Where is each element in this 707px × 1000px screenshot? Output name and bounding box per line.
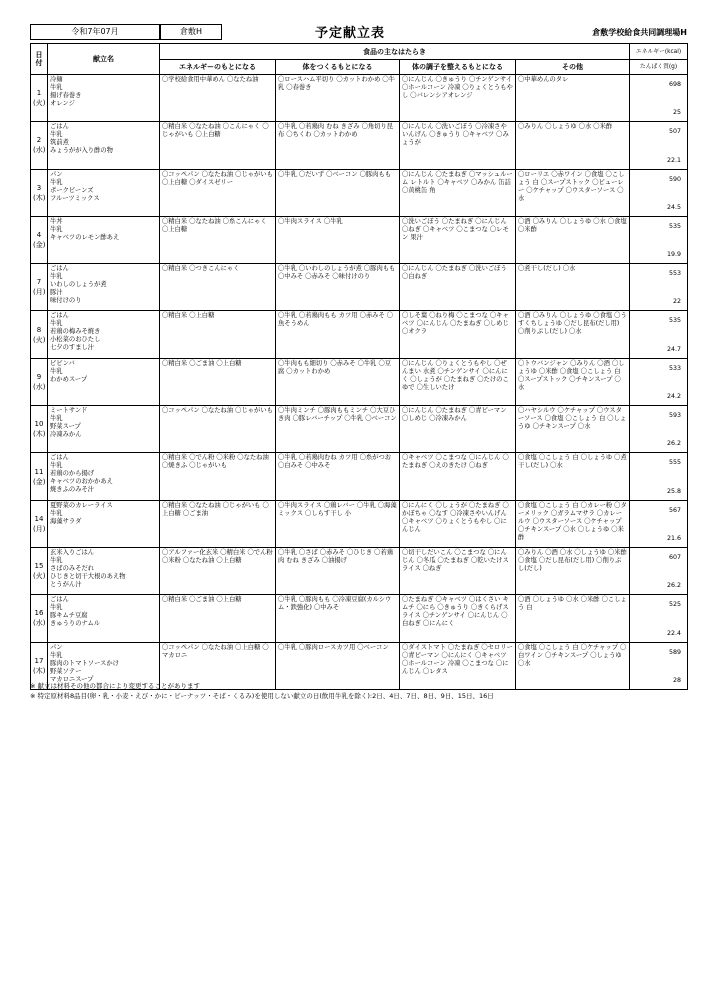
dish-name: 冷凍みかん [50, 431, 82, 439]
date-cell [31, 122, 48, 169]
kitchen-code-box [160, 24, 222, 40]
date-number: 9 [36, 372, 42, 381]
nutrition-cell [630, 169, 688, 216]
date-number: 17 [34, 656, 44, 665]
menu-row [31, 500, 688, 547]
energy-value: 590 [668, 175, 681, 183]
menu-dishes-cell [48, 358, 160, 405]
weekday: (火) [33, 99, 46, 108]
dish-name: 野菜スープ [50, 423, 81, 431]
date-cell [31, 547, 48, 594]
other-food-cell: 〇酒 〇しょうゆ 〇水 〇米酢 〇こしょう 白 [516, 595, 630, 642]
dish-name: 豚肉のトマトソースかけ [50, 659, 119, 667]
energy-value: 525 [668, 601, 681, 609]
energy-value: 535 [668, 222, 681, 230]
food-function-header: 食品の主なはたらき [160, 44, 630, 60]
dish-name: 七夕のすまし汁 [50, 344, 95, 352]
menu-row [31, 358, 688, 405]
date-cell [31, 169, 48, 216]
energy-food-cell: 〇精白米 〇ごま油 〇上白糖 [160, 358, 276, 405]
dish-name: 味付けのり [50, 297, 82, 305]
other-food-cell: 〇中華めんのタレ [516, 75, 630, 122]
date-cell [31, 406, 48, 453]
energy-food-cell: 〇コッペパン 〇なたね油 〇じゃがいも [160, 406, 276, 453]
weekday: (水) [33, 382, 46, 391]
menu-dishes-cell [48, 264, 160, 311]
dish-name: 牛乳 [50, 604, 63, 612]
dish-name: ごはん [50, 265, 69, 273]
date-number: 7 [36, 278, 42, 287]
body-food-cell: 〇牛乳 〇若鶏肉 むね きざみ 〇角切り昆布 〇ちくわ 〇カットわかめ [276, 122, 400, 169]
weekday: (火) [33, 572, 46, 581]
energy-food-cell: 〇精白米 〇つきこんにゃく [160, 264, 276, 311]
dish-name: ごはん [50, 454, 69, 462]
menu-dishes-cell [48, 216, 160, 263]
date-number: 14 [34, 514, 44, 523]
kitchen-name: 倉敷学校給食共同調理場H [592, 28, 687, 37]
dish-name: 牛乳 [50, 273, 63, 281]
nutrition-cell [630, 406, 688, 453]
dish-name: わかめスープ [50, 375, 88, 383]
nutrition-cell [630, 453, 688, 500]
energy-food-cell: 〇アルファー化玄米 〇精白米 〇でん粉 〇米粉 〇なたね油 〇上白糖 [160, 547, 276, 594]
protein-value: 28 [672, 676, 681, 684]
body-food-cell: 〇牛乳 〇さば 〇赤みそ 〇ひじき 〇若鶏肉 むね きざみ 〇油揚げ [276, 547, 400, 594]
dish-name: ひじきと切干大根のあえ物 [50, 572, 126, 580]
regulate-food-cell: 〇切干しだいこん 〇こまつな 〇にんじん 〇冬瓜 〇たまねぎ 〇乾いたけスライス 〇ねぎ [400, 547, 516, 594]
notes [30, 681, 494, 701]
year-month-box [30, 24, 160, 40]
regulate-food-cell: 〇しそ葉 〇ねり梅 〇こまつな 〇キャベツ 〇にんじん 〇たまねぎ 〇しめじ 〇オクラ [400, 311, 516, 358]
menu-row [31, 264, 688, 311]
dish-name: キャベツのおかかあえ [50, 478, 113, 486]
menu-dishes-cell [48, 311, 160, 358]
other-food-cell: 〇食塩 〇こしょう 白 〇カレー粉 〇ターメリック 〇ガラムマサラ 〇カレールウ 〇ウスターソース 〇ケチャップ 〇チキンスープ 〇水 〇しょうゆ 〇米酢 [516, 500, 630, 547]
energy-food-cell: 〇精白米 〇でん粉 〇米粉 〇なたね油 〇焼きふ 〇じゃがいも [160, 453, 276, 500]
menu-table [30, 43, 688, 690]
regulate-food-cell: 〇にんじん 〇たまねぎ 〇青ピーマン 〇しめじ 〇冷凍みかん [400, 406, 516, 453]
regulate-food-cell: 〇にんじん 〇洗いごぼう 〇冷凍さやいんげん 〇きゅうり 〇キャベツ 〇みょうが [400, 122, 516, 169]
body-food-cell: 〇牛乳 〇若鶏肉むね カツ用 〇糸がつお 〇白みそ 〇中みそ [276, 453, 400, 500]
regulate-food-cell: 〇ダイストマト 〇たまねぎ 〇セロリー 〇青ピーマン 〇にんにく 〇キャベツ 〇ホールコーン 冷凍 〇こまつな 〇にんじん 〇レタス [400, 642, 516, 689]
dish-name: 豚汁 [50, 289, 63, 297]
date-number: 1 [36, 89, 42, 98]
energy-value: 589 [668, 648, 681, 656]
nutrition-cell [630, 216, 688, 263]
menu-row [31, 453, 688, 500]
date-number: 4 [36, 231, 42, 240]
nutrition-cell [630, 547, 688, 594]
dish-name: きゅうりのナムル [50, 620, 101, 628]
energy-value: 567 [668, 506, 681, 514]
energy-value: 507 [668, 128, 681, 136]
energy-food-cell: 〇精白米 〇ごま油 〇上白糖 [160, 595, 276, 642]
energy-value: 593 [668, 412, 681, 420]
date-number: 16 [34, 609, 44, 618]
protein-value: 22 [672, 298, 681, 306]
menu-row [31, 169, 688, 216]
nutrition-cell [630, 264, 688, 311]
protein-value: 24.5 [666, 203, 681, 211]
body-food-cell: 〇牛乳 〇若鶏肉もも カツ用 〇赤みそ 〇魚そうめん [276, 311, 400, 358]
protein-value: 19.9 [666, 251, 681, 259]
protein-value: 26.2 [666, 582, 681, 590]
energy-food-cell: 〇精白米 〇なたね油 〇じゃがいも 〇上白糖 〇ごま油 [160, 500, 276, 547]
dish-name: 牛乳 [50, 556, 63, 564]
date-cell [31, 311, 48, 358]
regulate-food-cell: 〇にんじん 〇たまねぎ 〇マッシュルーム レトルト 〇キャベツ 〇みかん 缶詰 〇黄桃缶 角 [400, 169, 516, 216]
protein-value: 25.8 [666, 487, 681, 495]
protein-value: 24.2 [666, 393, 681, 401]
menu-dishes-cell [48, 500, 160, 547]
dish-name: 牛乳 [50, 367, 63, 375]
date-number: 11 [34, 467, 44, 476]
dish-name: 牛乳 [50, 131, 63, 139]
dish-name: 焼きふのみそ汁 [50, 486, 95, 494]
dish-name: 牛乳 [50, 415, 63, 423]
energy-value: 698 [668, 81, 681, 88]
menu-row [31, 406, 688, 453]
protein-value: 26.2 [666, 440, 681, 448]
nutrition-cell [630, 75, 688, 122]
energy-food-cell: 〇精白米 〇上白糖 [160, 311, 276, 358]
date-cell [31, 216, 48, 263]
date-header: 日付 [31, 44, 48, 75]
weekday: (月) [33, 524, 46, 533]
other-food-cell: 〇酒 〇みりん 〇しょうゆ 〇食塩 〇うすくちしょうゆ 〇だし昆布(だし用) 〇削りぶし(だし) 〇水 [516, 311, 630, 358]
regulate-food-cell: 〇キャベツ 〇こまつな 〇にんじん 〇たまねぎ 〇えのきたけ 〇ねぎ [400, 453, 516, 500]
energy-value: 555 [668, 459, 681, 467]
other-food-header: その他 [516, 60, 630, 75]
date-number: 3 [36, 183, 42, 192]
nutrition-cell [630, 358, 688, 405]
note-line-2: ※ 特定原材料8品目(卵・乳・小麦・えび・かに・ピーナッツ・そば・くるみ)を使用しない献立の日(飲用牛乳を除く):2日、4日、7日、8日、9日、15日、16日 [30, 692, 494, 700]
other-food-cell: 〇みりん 〇酒 〇水 〇しょうゆ 〇米酢 〇食塩 〇だし昆布(だし用) 〇削りぶし(だし) [516, 547, 630, 594]
dish-name: 揚げ春巻き [50, 92, 82, 99]
energy-header: エネルギー(kcal) [630, 44, 688, 60]
weekday: (木) [33, 193, 46, 202]
page-title: 予定献立表 [314, 26, 385, 41]
dish-name: 牛乳 [50, 651, 63, 659]
dish-name: みょうがが入り酢の物 [50, 147, 113, 155]
dish-name: ビビンバ [50, 359, 75, 367]
other-food-cell: 〇ハヤシルウ 〇ケチャップ 〇ウスターソース 〇食塩 〇こしょう 白 〇しょうゆ 〇チキンスープ 〇水 [516, 406, 630, 453]
dish-name: キャベツのレモン酢あえ [50, 233, 120, 241]
dish-name: 牛乳 [50, 320, 63, 328]
menu-dishes-cell [48, 595, 160, 642]
regulate-food-cell: 〇にんじん 〇りょくとうもやし 〇ぜんまい 水煮 〇チンゲンサイ 〇にんにく 〇しょうが 〇たまねぎ 〇たけのこ ゆで 〇生しいたけ [400, 358, 516, 405]
other-food-cell: 〇酒 〇みりん 〇しょうゆ 〇水 〇食塩 〇米酢 [516, 216, 630, 263]
dish-name: 牛丼 [50, 217, 63, 225]
dish-name: ミートサンド [50, 407, 88, 415]
other-food-cell: 〇ローリエ 〇赤ワイン 〇食塩 〇こしょう 白 〇スープストック 〇ピューレー 〇ケチャップ 〇ウスターソース 〇水 [516, 169, 630, 216]
menu-dishes-cell [48, 453, 160, 500]
weekday: (木) [33, 430, 46, 439]
other-food-cell: 〇煮干し(だし) 〇水 [516, 264, 630, 311]
dish-name: ポークビーンズ [50, 186, 94, 194]
other-food-cell: 〇食塩 〇こしょう 白 〇ケチャップ 〇白ワイン 〇チキンスープ 〇しょうゆ 〇水 [516, 642, 630, 689]
dish-name: 牛乳 [50, 509, 63, 517]
other-food-cell: 〇みりん 〇しょうゆ 〇水 〇米酢 [516, 122, 630, 169]
other-food-cell: 〇トウバンジャン 〇みりん 〇酒 〇しょうゆ 〇米酢 〇食塩 〇こしょう 白 〇スープストック 〇チキンスープ 〇水 [516, 358, 630, 405]
dish-name: 筑前煮 [50, 139, 69, 147]
dish-name: 野菜ソテー [50, 667, 82, 675]
year-month-label: 令和7年07月 [71, 27, 119, 36]
dish-name: 牛乳 [50, 178, 63, 186]
body-food-cell: 〇牛乳 〇だいず 〇ベーコン 〇豚肉もも [276, 169, 400, 216]
note-line-1: ※ 献立は材料その他の都合により変更することがあります [30, 682, 201, 690]
menu-dishes-cell [48, 547, 160, 594]
energy-value: 607 [668, 553, 681, 561]
body-food-cell: 〇牛肉スライス 〇鶏レバー 〇牛乳 〇海藻ミックス 〇しらす干し 小 [276, 500, 400, 547]
dish-name: マカロニスープ [50, 675, 94, 683]
regulate-food-cell: 〇にんじん 〇きゅうり 〇チンゲンサイ 〇ホールコーン 冷凍 〇りょくとうもやし 〇バレンシアオレンジ [400, 75, 516, 122]
menu-row [31, 311, 688, 358]
menu-row [31, 75, 688, 122]
regulate-food-header: 体の調子を整えるもとになる [400, 60, 516, 75]
energy-food-cell: 〇学校給食用中華めん 〇なたね油 [160, 75, 276, 122]
menu-dishes-cell [48, 406, 160, 453]
dish-name: 冷麺 [50, 76, 63, 83]
energy-value: 533 [668, 364, 681, 372]
weekday: (水) [33, 619, 46, 628]
dish-name: 若鶏のから揚げ [50, 470, 95, 478]
dish-name: 牛乳 [50, 225, 63, 233]
body-food-cell: 〇牛肉もも細切り 〇赤みそ 〇牛乳 〇豆腐 〇カットわかめ [276, 358, 400, 405]
menu-name-header: 献立名 [48, 44, 160, 75]
date-number: 2 [36, 136, 42, 145]
body-food-cell: 〇牛乳 〇いわしのしょうが煮 〇豚肉もも 〇中みそ 〇赤みそ 〇味付けのり [276, 264, 400, 311]
menu-dishes-cell [48, 75, 160, 122]
date-number: 15 [34, 562, 44, 571]
date-cell [31, 358, 48, 405]
regulate-food-cell: 〇にんじん 〇たまねぎ 〇洗いごぼう 〇白ねぎ [400, 264, 516, 311]
protein-value: 22.1 [666, 156, 681, 164]
dish-name: 牛乳 [50, 84, 63, 91]
body-food-cell: 〇ロースハム平切り 〇カットわかめ 〇牛乳 〇春巻き [276, 75, 400, 122]
regulate-food-cell: 〇にんにく 〇しょうが 〇たまねぎ 〇かぼちゃ 〇なす 〇冷凍さやいんげん 〇キャベツ 〇りょくとうもやし 〇にんじん [400, 500, 516, 547]
weekday: (金) [33, 241, 46, 250]
protein-header: たんぱく質(g) [630, 60, 688, 75]
date-cell [31, 453, 48, 500]
menu-row [31, 547, 688, 594]
other-food-cell: 〇食塩 〇こしょう 白 〇しょうゆ 〇煮干し(だし) 〇水 [516, 453, 630, 500]
body-food-cell: 〇牛乳 〇豚肉ロースカツ用 〇ベーコン [276, 642, 400, 689]
menu-row [31, 216, 688, 263]
dish-name: 玄米入りごはん [50, 548, 95, 556]
dish-name: パン [50, 643, 63, 651]
menu-dishes-cell [48, 169, 160, 216]
dish-name: いわしのしょうが煮 [50, 281, 107, 289]
nutrition-cell [630, 595, 688, 642]
nutrition-cell [630, 311, 688, 358]
weekday: (木) [33, 666, 46, 675]
date-cell [31, 264, 48, 311]
energy-food-cell: 〇コッペパン 〇なたね油 〇じゃがいも 〇上白糖 〇ダイスゼリー [160, 169, 276, 216]
dish-name: 牛乳 [50, 462, 63, 470]
energy-food-cell: 〇精白米 〇なたね油 〇糸こんにゃく 〇上白糖 [160, 216, 276, 263]
protein-value: 21.6 [666, 534, 681, 542]
body-food-cell: 〇牛肉スライス 〇牛乳 [276, 216, 400, 263]
dish-name: ごはん [50, 312, 69, 320]
date-number: 8 [36, 325, 42, 334]
dish-name: 豚キムチ豆腐 [50, 612, 88, 620]
dish-name: パン [50, 170, 63, 178]
energy-food-cell: 〇コッペパン 〇なたね油 〇上白糖 〇マカロニ [160, 642, 276, 689]
dish-name: 若鶏の梅みそ焼き [50, 328, 101, 336]
body-food-cell: 〇牛乳 〇豚肉もも 〇冷凍豆腐(カルシウム・鉄強化) 〇中みそ [276, 595, 400, 642]
nutrition-cell [630, 122, 688, 169]
energy-value: 553 [668, 270, 681, 278]
dish-name: ごはん [50, 123, 69, 131]
dish-name: オレンジ [50, 100, 75, 107]
energy-value: 535 [668, 317, 681, 325]
regulate-food-cell: 〇洗いごぼう 〇たまねぎ 〇にんじん 〇ねぎ 〇キャベツ 〇こまつな 〇レモン 果汁 [400, 216, 516, 263]
date-cell [31, 75, 48, 122]
weekday: (水) [33, 146, 46, 155]
dish-name: フルーツミックス [50, 194, 100, 202]
energy-food-header: エネルギーのもとになる [160, 60, 276, 75]
weekday: (火) [33, 335, 46, 344]
protein-value: 22.4 [666, 629, 681, 637]
menu-row [31, 595, 688, 642]
date-cell [31, 500, 48, 547]
date-number: 10 [34, 420, 44, 429]
body-food-header: 体をつくるもとになる [276, 60, 400, 75]
menu-dishes-cell [48, 122, 160, 169]
protein-value: 24.7 [666, 345, 681, 353]
dish-name: 小松菜のおひたし [50, 336, 101, 344]
kitchen-code-label: 倉敷H [179, 27, 202, 36]
dish-name: とうがん汁 [50, 580, 82, 588]
date-cell [31, 595, 48, 642]
weekday: (金) [33, 477, 46, 486]
dish-name: ごはん [50, 596, 69, 604]
menu-row [31, 122, 688, 169]
weekday: (月) [33, 288, 46, 297]
dish-name: さばのみそだれ [50, 564, 95, 572]
nutrition-cell [630, 500, 688, 547]
protein-value: 25 [672, 109, 681, 117]
regulate-food-cell: 〇たまねぎ 〇キャベツ 〇はくさい キムチ 〇にら 〇きゅうり 〇きくらげスライス 〇チンゲンサイ 〇にんじん 〇白ねぎ 〇にんにく [400, 595, 516, 642]
dish-name: 海藻サラダ [50, 517, 82, 525]
nutrition-cell [630, 642, 688, 689]
dish-name: 夏野菜のカレーライス [50, 501, 113, 509]
body-food-cell: 〇牛肉ミンチ 〇豚肉ももミンチ 〇大豆ひき肉 〇豚レバーチップ 〇牛乳 〇ベーコン [276, 406, 400, 453]
energy-food-cell: 〇精白米 〇なたね油 〇こんにゃく 〇じゃがいも 〇上白糖 [160, 122, 276, 169]
